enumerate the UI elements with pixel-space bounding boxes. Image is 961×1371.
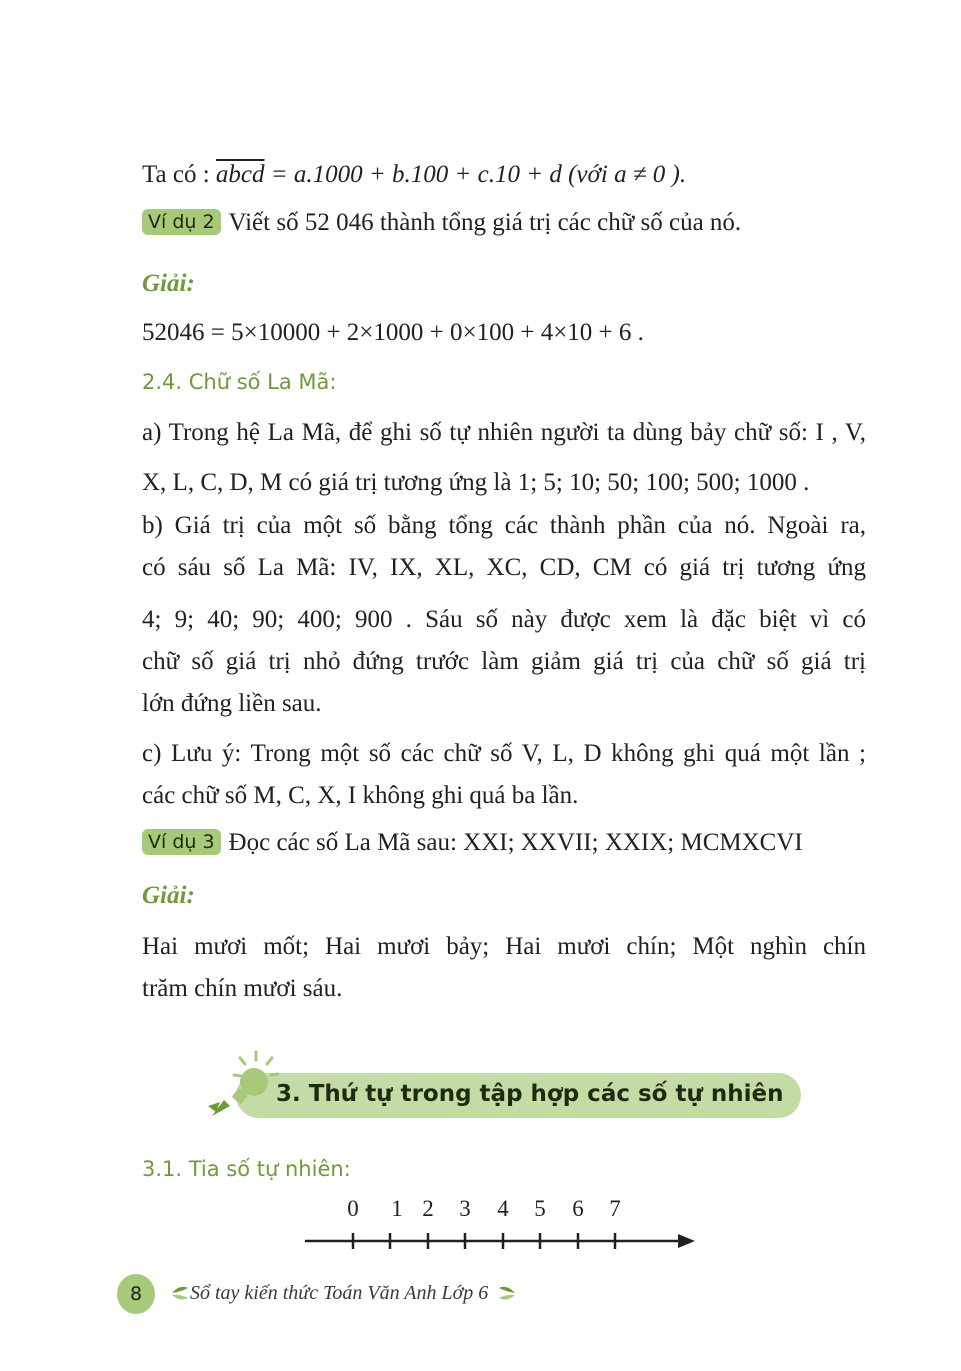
- ray-label-4: 4: [497, 1196, 509, 1221]
- ray-label-0: 0: [347, 1196, 359, 1221]
- number-ray-axis: [300, 1228, 700, 1254]
- roman-b-line4: chữ số giá trị nhỏ đứng trước làm giảm giá trị của chữ số giá trị: [142, 648, 866, 675]
- example3-line: [142, 828, 866, 858]
- example3-answer-line2: trăm chín mươi sáu.: [142, 975, 343, 1002]
- roman-b-line2: có sáu số La Mã: IV, IX, XL, XC, CD, CM có giá trị tương ứng: [142, 554, 866, 581]
- example3-text: Đọc các số La Mã sau: XXI; XXVII; XXIX; MCMXCVI: [228, 829, 803, 856]
- roman-a-line1: a) Trong hệ La Mã, để ghi số tự nhiên người ta dùng bảy chữ số: I , V,: [142, 419, 866, 446]
- formula-overline-number: abcd: [215, 161, 265, 188]
- roman-b-line1: b) Giá trị của một số bằng tổng các thành phần của nó. Ngoài ra,: [142, 512, 866, 539]
- section-3-title: 3. Thứ tự trong tập hợp các số tự nhiên: [276, 1081, 784, 1107]
- roman-a-line2: X, L, C, D, M có giá trị tương ứng là 1; 5; 10; 50; 100; 500; 1000 .: [142, 469, 810, 496]
- example3-solution-label: Giải:: [142, 882, 195, 909]
- page-number: 8: [117, 1274, 155, 1314]
- example2-text: Viết số 52 046 thành tổng giá trị các chữ số của nó.: [228, 209, 742, 236]
- ray-label-5: 5: [534, 1196, 546, 1221]
- roman-c-line1: c) Lưu ý: Trong một số các chữ số V, L, D không ghi quá một lần ;: [142, 740, 866, 767]
- leaf-right-icon: [497, 1284, 517, 1302]
- example2-line: [142, 208, 866, 238]
- ray-label-2: 2: [422, 1196, 434, 1221]
- lightbulb-icon: [204, 1048, 284, 1123]
- ray-label-3: 3: [459, 1196, 471, 1221]
- leaf-left-icon: [170, 1284, 190, 1302]
- ray-label-1: 1: [391, 1196, 403, 1221]
- ray-label-6: 6: [572, 1196, 584, 1221]
- formula-expression: = a.1000 + b.100 + c.10 + d (với a ≠ 0 ).: [270, 161, 687, 188]
- roman-c-line2: các chữ số M, C, X, I không ghi quá ba lần.: [142, 782, 579, 809]
- roman-b-line5: lớn đứng liền sau.: [142, 690, 322, 717]
- footer-book-title: Sổ tay kiến thức Toán Văn Anh Lớp 6: [190, 1282, 489, 1304]
- section-3-1-heading: 3.1. Tia số tự nhiên:: [142, 1157, 351, 1181]
- formula-prefix: Ta có :: [142, 161, 210, 188]
- example3-badge: Ví dụ 3: [142, 829, 221, 855]
- section-2-4-heading: 2.4. Chữ số La Mã:: [142, 370, 337, 394]
- ray-label-7: 7: [609, 1196, 621, 1221]
- example2-badge: Ví dụ 2: [142, 209, 221, 235]
- example2-solution: 52046 = 5×10000 + 2×1000 + 0×100 + 4×10 + 6 .: [142, 319, 644, 346]
- roman-b-line3: 4; 9; 40; 90; 400; 900 . Sáu số này được xem là đặc biệt vì có: [142, 606, 866, 633]
- formula-line: [142, 160, 866, 190]
- example3-answer-line1: Hai mươi mốt; Hai mươi bảy; Hai mươi chín; Một nghìn chín: [142, 933, 866, 960]
- example2-solution-label: Giải:: [142, 270, 195, 297]
